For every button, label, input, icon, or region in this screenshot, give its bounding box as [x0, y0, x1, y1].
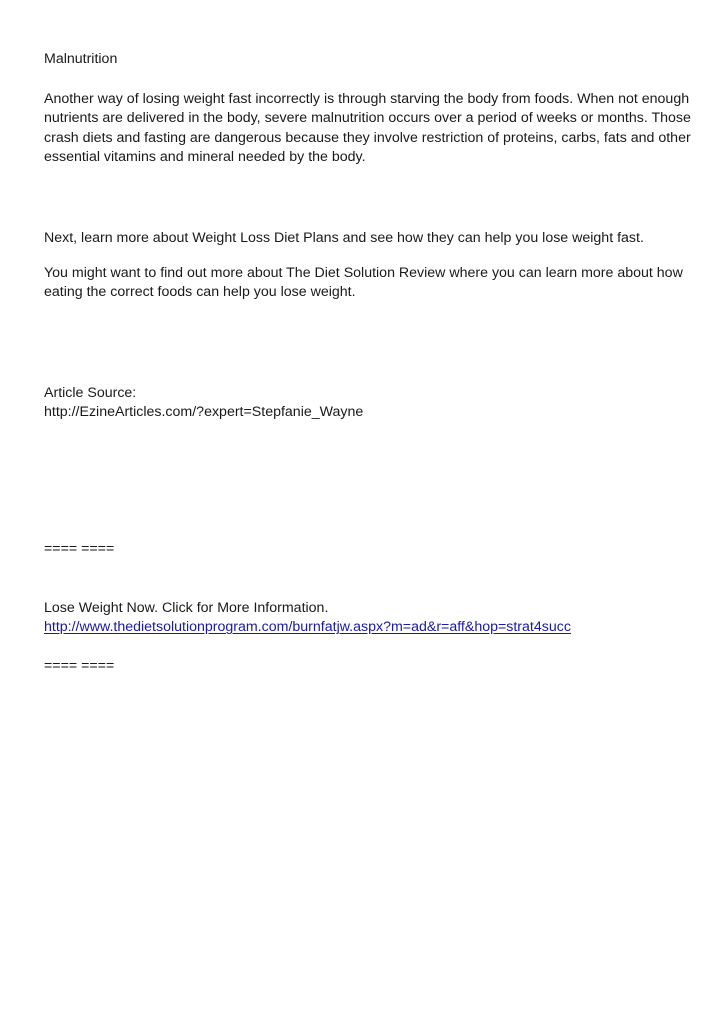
article-source-url: http://EzineArticles.com/?expert=Stepfanie_Wayne: [44, 404, 364, 420]
section-heading: Malnutrition: [44, 51, 118, 67]
promo-link[interactable]: http://www.thedietsolutionprogram.com/burnfatjw.aspx?m=ad&r=aff&hop=strat4succ: [44, 619, 571, 635]
promo-text: Lose Weight Now. Click for More Information.: [44, 600, 329, 616]
separator-bottom: ==== ====: [44, 658, 115, 674]
separator-top: ==== ====: [44, 541, 115, 557]
article-source-label: Article Source:: [44, 385, 137, 401]
malnutrition-paragraph: Another way of losing weight fast incorrectly is through starving the body from foods. When not enough nutrients are delivered in the body, severe malnutrition occurs over a period of weeks or months. Those crash diets and fasting are dangerous because they involve restriction of proteins, carbs, fats and other essential vitamins and mineral needed by the body.: [44, 91, 691, 165]
diet-review-paragraph: You might want to find out more about The Diet Solution Review where you can learn more about how eating the correct foods can help you lose weight.: [44, 265, 683, 301]
next-steps-paragraph: Next, learn more about Weight Loss Diet Plans and see how they can help you lose weight fast.: [44, 230, 644, 246]
